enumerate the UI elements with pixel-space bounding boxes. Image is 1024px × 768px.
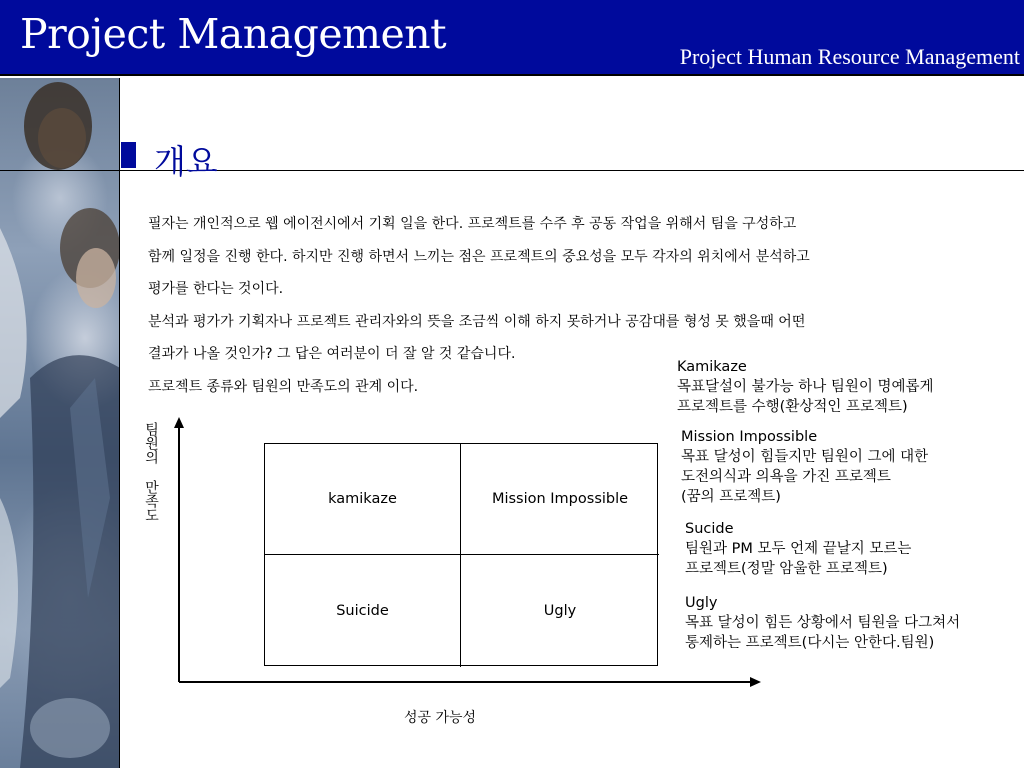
note-line: 팀원과 PM 모두 언제 끝날지 모르는 [685, 541, 912, 557]
note-line: 도전의식과 의욕을 가진 프로젝트 [681, 469, 891, 485]
y-axis-label: 팀원의 만족도 [143, 422, 159, 522]
note-title: Sucide [685, 521, 734, 537]
x-axis-arrow-icon [750, 677, 761, 687]
note-sucide [685, 519, 911, 579]
header-title: Project Management [20, 10, 447, 58]
y-axis-arrow-icon [174, 417, 184, 428]
note-title: Mission Impossible [681, 429, 818, 445]
quadrant-suicide: Suicide [265, 555, 461, 667]
x-axis-label: 성공 가능성 [404, 710, 477, 726]
intro-line: 평가를 한다는 것이다. [148, 281, 284, 297]
intro-line: 프로젝트 종류와 팀원의 만족도의 관계 이다. [148, 378, 419, 395]
section-title: 개요 [154, 142, 218, 181]
note-mission-impossible [681, 427, 928, 507]
note-title: Ugly [685, 595, 718, 611]
note-line: 목표 달성이 힘든 상황에서 팀원을 다그쳐서 [685, 615, 961, 631]
note-line: 목표 달성이 힘들지만 팀원이 그에 대한 [681, 449, 929, 465]
note-line: 프로젝트(정말 암울한 프로젝트) [685, 561, 888, 577]
quadrant-mission-impossible: Mission Impossible [461, 444, 659, 555]
note-kamikaze [677, 357, 934, 417]
note-title: Kamikaze [677, 359, 747, 375]
intro-line: 필자는 개인적으로 웹 에이전시에서 기획 일을 한다. 프로젝트를 수주 후 공동 작업을 위해서 팀을 구성하고 [148, 216, 797, 232]
quadrant-ugly: Ugly [543, 603, 577, 619]
intro-line: 분석과 평가가 기획자나 프로젝트 관리자와의 뜻을 조금씩 이해 하지 못하거나 공감대를 형성 못 했을때 어떤 [148, 313, 806, 330]
quadrant-kamikaze: kamikaze [265, 444, 461, 555]
intro-line: 함께 일정을 진행 한다. 하지만 진행 하면서 느끼는 점은 프로젝트의 중요성을 모두 각자의 위치에서 분석하고 [148, 248, 810, 265]
header-subtitle: Project Human Resource Management [679, 44, 1020, 69]
intro-line: 결과가 나올 것인가? 그 답은 여러분이 더 잘 알 것 같습니다. [148, 346, 516, 362]
note-line: 목표달설이 불가능 하나 팀원이 명예롭게 [677, 379, 934, 395]
quadrant-matrix [264, 443, 658, 666]
note-line: 프로젝트를 수행(환상적인 프로젝트) [677, 399, 908, 415]
note-ugly [685, 593, 960, 653]
note-line: (꿈의 프로젝트) [681, 489, 781, 505]
note-line: 통제하는 프로젝트(다시는 안한다.팀원) [685, 635, 935, 651]
